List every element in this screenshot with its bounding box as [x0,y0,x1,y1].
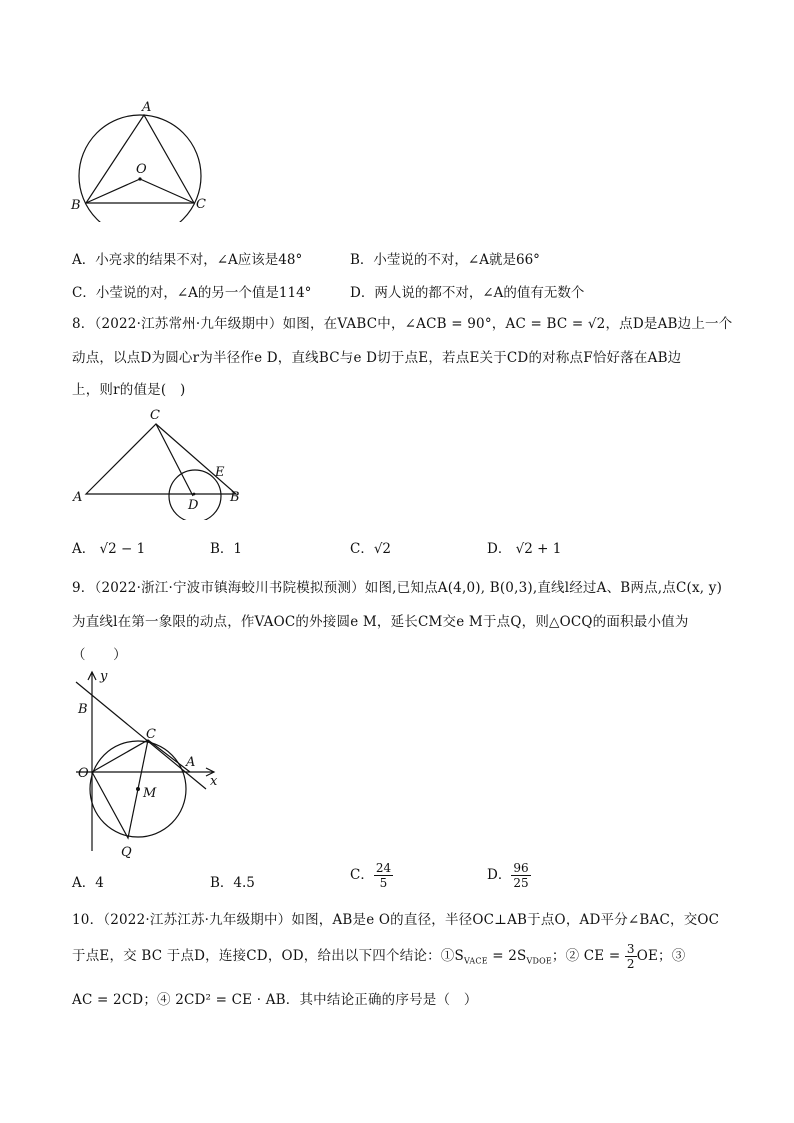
q8-label-a: A [73,490,83,505]
q8-stem-line1: 8．（2022·江苏常州·九年级期中）如图，在VABC中，∠ACB = 90°，AC = BC = √2，点D是AB边上一个 [72,316,733,332]
q8-label-c: C [150,408,160,423]
q9-label-a: A [186,755,196,770]
q10-stem-line2 [72,942,685,971]
q7-figure [60,92,230,222]
q9-point-m [136,787,140,791]
q9-figure [66,664,236,864]
q7-option-c: C．小莹说的对，∠A的另一个值是114° [72,285,312,301]
q7-center-dot [138,177,141,180]
q9-option-c-denominator: 5 [379,876,388,890]
q9-option-c [350,861,393,890]
q7-option-b: B．小莹说的不对，∠A就是66° [350,252,540,268]
q9-option-c-prefix: C． [350,867,374,883]
q9-label-m: M [143,786,157,801]
q9-option-a: A．4 [72,875,104,891]
q9-option-d [487,861,531,890]
q8-label-d: D [188,498,199,513]
q10-line2-mid2: ；② CE = [551,948,625,964]
q7-option-a: A．小亮求的结果不对，∠A应该是48° [72,252,303,268]
q9-label-q: Q [121,845,132,860]
q9-option-d-numerator: 96 [513,861,529,875]
q9-stem-line1: 9．（2022·浙江·宁波市镇海蛟川书院模拟预测）如图,已知点A(4,0), B(0,3),直线l经过A、B两点,点C(x, y) [72,580,723,596]
q9-label-x: x [210,774,218,789]
q10-line2-sub2: VDOE [526,956,552,966]
q8-stem-line3: 上，则r的值是( ) [72,382,186,398]
q7-label-c: C [196,197,206,212]
q7-label-a: A [142,100,152,115]
q8-option-a: A． √2 − 1 [72,541,146,557]
q9-triangle-oca [92,740,190,772]
q10-line2-post: OE；③ [636,948,686,964]
q9-label-c: C [146,727,156,742]
q8-option-c: C．√2 [350,541,392,557]
q9-stem-line2: 为直线l在第一象限的动点，作VAOC的外接圆e M，延长CM交e M于点Q，则△OCQ的面积最小值为 [72,614,689,630]
q8-point-d [193,493,196,496]
q9-option-d-prefix: D． [487,867,512,883]
q8-stem-line2: 动点，以点D为圆心r为半径作e D，直线BC与e D切于点E，若点E关于CD的对称点F恰好落在AB边 [72,350,682,366]
q9-option-d-fraction [511,861,530,890]
q8-option-d: D． √2 + 1 [487,541,562,557]
q8-label-b: B [230,490,240,505]
q9-option-c-numerator: 24 [375,861,392,875]
q8-figure [66,404,256,520]
q9-stem-line3: （ ） [72,647,127,663]
q10-line2-mid: = 2S [487,948,527,964]
q10-line2-pre: 于点E，交 BC 于点D，连接CD，OD，给出以下四个结论：①S [72,948,464,964]
q7-label-b: B [71,198,81,213]
q9-option-d-denominator: 25 [513,876,529,890]
q8-option-b: B．1 [210,541,243,557]
q8-label-e: E [215,465,225,480]
q7-center-lines [86,179,194,203]
q10-stem-line3: AC = 2CD；④ 2CD² = CE · AB．其中结论正确的序号是（ ） [72,992,478,1008]
q9-option-c-fraction [374,861,393,890]
q10-line2-denominator: 2 [626,957,635,971]
q9-label-b: B [78,702,88,717]
q10-stem-line1: 10．（2022·江苏江苏·九年级期中）如图，AB是e O的直径，半径OC⊥AB于点O，AD平分∠BAC，交OC [72,912,720,928]
q9-label-y: y [100,669,108,684]
q9-label-o: O [78,766,89,781]
q10-line2-numerator: 3 [626,942,635,956]
q9-option-b: B．4.5 [210,875,255,891]
q10-line2-fraction [625,942,637,971]
q7-label-o: O [136,162,147,177]
q8-segment-cd [156,424,193,496]
q10-line2-sub1: VACE [463,956,488,966]
q7-option-d: D．两人说的都不对，∠A的值有无数个 [350,285,585,301]
